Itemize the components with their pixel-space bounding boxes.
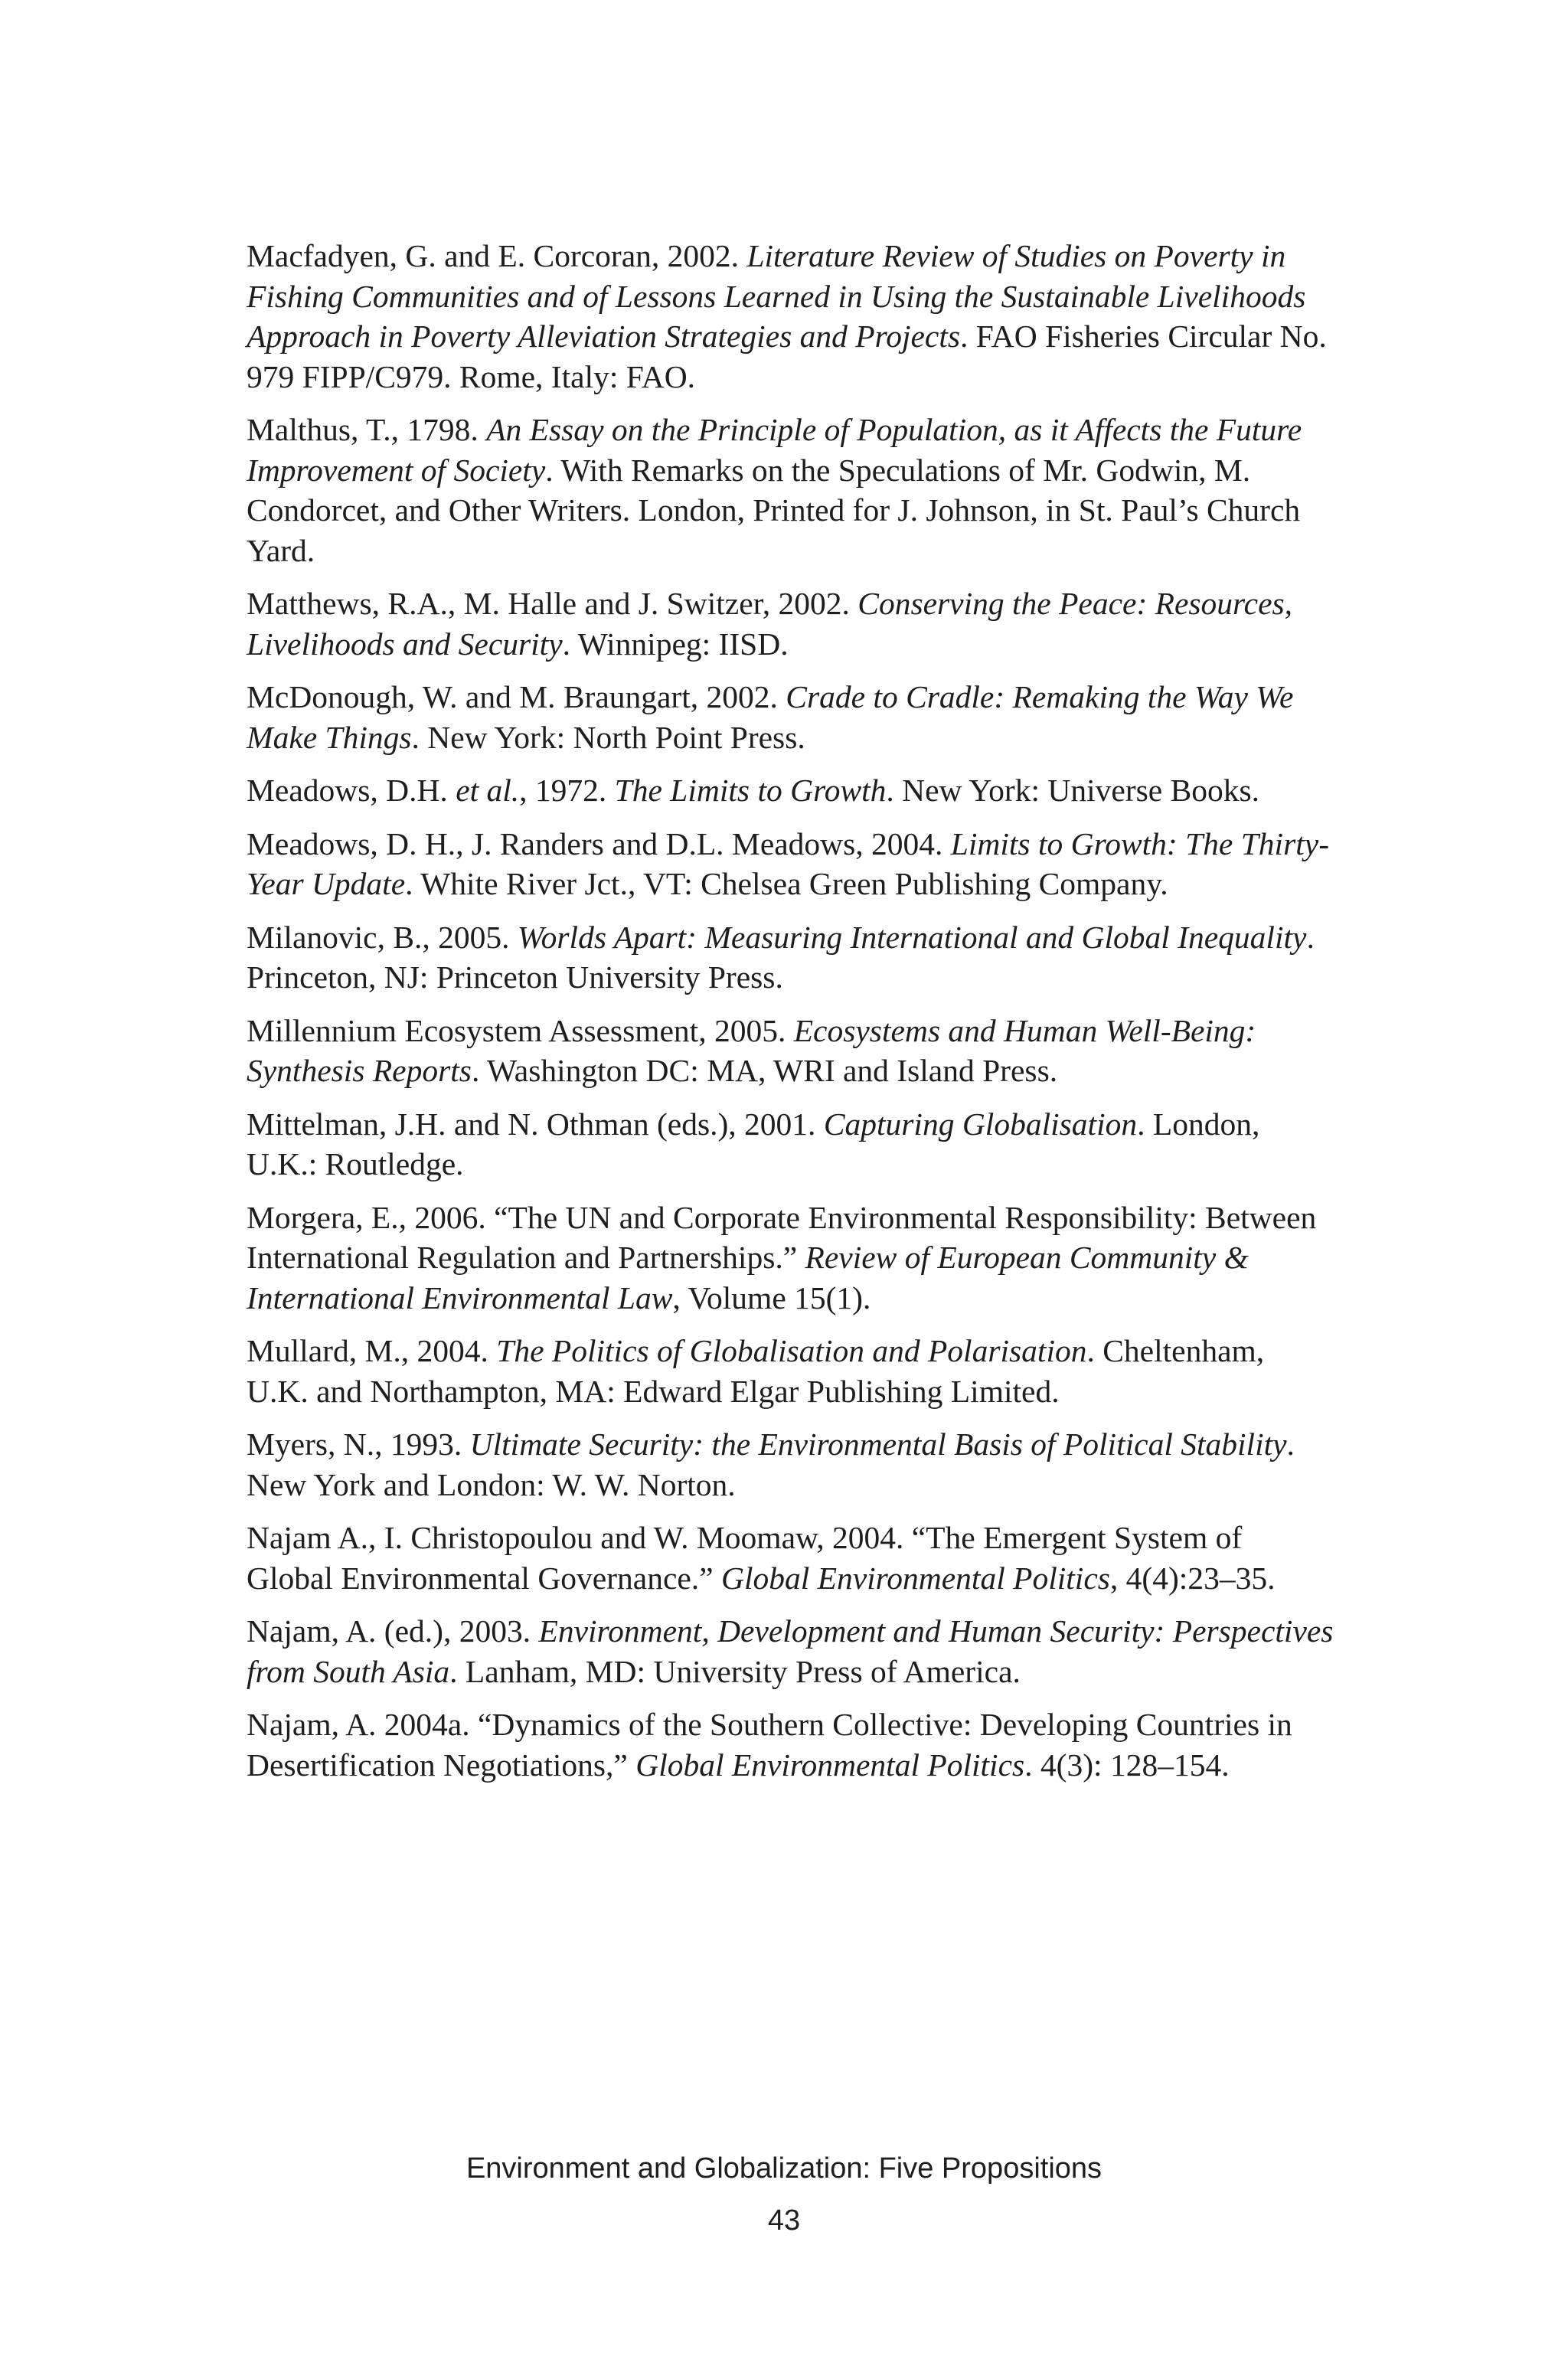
reference-title: The Limits to Growth (614, 773, 887, 808)
reference-text: Matthews, R.A., M. Halle and J. Switzer, 2002. (247, 586, 858, 621)
reference-text: Najam A., I. Christopoulou and W. Moomaw, 2004. “The Emergent System of Global Environmental Governance.” (247, 1520, 1243, 1596)
reference-text: Najam, A. (ed.), 2003. (247, 1613, 539, 1649)
reference-entry (247, 1704, 1334, 1785)
reference-title: An Essay on the Principle of Population, as it Affects the Future Improvement of Society (247, 412, 1302, 488)
reference-text: Millennium Ecosystem Assessment, 2005. (247, 1012, 794, 1048)
reference-text: . White River Jct., VT: Chelsea Green Publishing Company. (405, 866, 1168, 901)
reference-text: . New York: North Point Press. (411, 719, 805, 755)
reference-title: Environment, Development and Human Security: Perspectives from South Asia (247, 1613, 1334, 1689)
reference-title: Global Environmental Politics (635, 1747, 1025, 1783)
reference-title: The Politics of Globalisation and Polarisation (496, 1333, 1087, 1368)
reference-text: . Princeton, NJ: Princeton University Press. (247, 919, 1315, 995)
reference-title: Ultimate Security: the Environmental Basis of Political Stability (469, 1427, 1287, 1462)
reference-text: . With Remarks on the Speculations of Mr. Godwin, M. Condorcet, and Other Writers. London, Printed for J. Johnson, in St. Paul’s Church Yard. (247, 452, 1301, 568)
reference-entry (247, 824, 1334, 904)
reference-text: . Winnipeg: IISD. (562, 626, 789, 662)
reference-text: . New York: Universe Books. (886, 773, 1260, 808)
reference-title: et al. (456, 773, 520, 808)
reference-title: Worlds Apart: Measuring International and Global Inequality (517, 919, 1307, 955)
reference-text: Meadows, D. H., J. Randers and D.L. Meadows, 2004. (247, 825, 951, 861)
reference-entry (247, 917, 1334, 998)
reference-title: Global Environmental Politics (720, 1560, 1110, 1596)
reference-text: McDonough, W. and M. Braungart, 2002. (247, 679, 786, 714)
reference-text: Malthus, T., 1798. (247, 412, 487, 447)
reference-list (247, 236, 1334, 1798)
reference-entry (247, 583, 1334, 664)
reference-title: Ecosystems and Human Well-Being: Synthesis Reports (247, 1012, 1256, 1088)
reference-text: , 1972. (519, 773, 615, 808)
reference-text: . New York and London: W. W. Norton. (247, 1427, 1295, 1502)
reference-title: Review of European Community & International Environmental Law (247, 1240, 1249, 1315)
reference-title: Limits to Growth: The Thirty-Year Update (247, 825, 1330, 901)
reference-text: , 4(4):23–35. (1109, 1560, 1276, 1596)
reference-text: . Cheltenham, U.K. and Northampton, MA: Edward Elgar Publishing Limited. (247, 1333, 1265, 1409)
reference-text: . Lanham, MD: University Press of America. (449, 1653, 1021, 1689)
page-number: 43 (767, 2204, 801, 2237)
reference-text: Meadows, D.H. (247, 773, 456, 808)
reference-entry (247, 1011, 1334, 1091)
reference-text: Myers, N., 1993. (247, 1427, 470, 1462)
reference-title: Crade to Cradle: Remaking the Way We Make Things (247, 679, 1294, 755)
reference-entry (247, 1198, 1334, 1319)
reference-text: Mullard, M., 2004. (247, 1333, 497, 1368)
reference-title: Literature Review of Studies on Poverty in Fishing Communities and of Lessons Learned in Using the Sustainable Livelihoods Approach in Poverty Alleviation Strategies and Projects (247, 238, 1306, 354)
reference-text: Morgera, E., 2006. “The UN and Corporate Environmental Responsibility: Between International Regulation and Partnerships.” (247, 1199, 1317, 1275)
reference-text: . Washington DC: MA, WRI and Island Press. (471, 1053, 1058, 1088)
reference-text: . FAO Fisheries Circular No. 979 FIPP/C979. Rome, Italy: FAO. (247, 319, 1327, 394)
reference-text: Macfadyen, G. and E. Corcoran, 2002. (247, 238, 747, 273)
reference-text: Mittelman, J.H. and N. Othman (eds.), 2001. (247, 1106, 824, 1142)
reference-entry (247, 1104, 1334, 1185)
reference-text: Najam, A. 2004a. “Dynamics of the Southern Collective: Developing Countries in Desertification Negotiations,” (247, 1707, 1292, 1783)
reference-text: , Volume 15(1). (672, 1279, 871, 1315)
reference-text: . 4(3): 128–154. (1024, 1747, 1230, 1783)
reference-entry (247, 1518, 1334, 1598)
reference-entry (247, 236, 1334, 397)
reference-text: . London, U.K.: Routledge. (247, 1106, 1260, 1181)
reference-text: Milanovic, B., 2005. (247, 919, 518, 955)
reference-entry (247, 410, 1334, 570)
running-footer-title: Environment and Globalization: Five Propositions (466, 2152, 1102, 2185)
reference-title: Conserving the Peace: Resources, Livelihoods and Security (247, 586, 1293, 662)
reference-entry (247, 677, 1334, 757)
reference-entry (247, 1424, 1334, 1505)
reference-entry (247, 1331, 1334, 1411)
reference-title: Capturing Globalisation (823, 1106, 1138, 1142)
reference-entry (247, 1611, 1334, 1691)
reference-entry (247, 770, 1334, 811)
